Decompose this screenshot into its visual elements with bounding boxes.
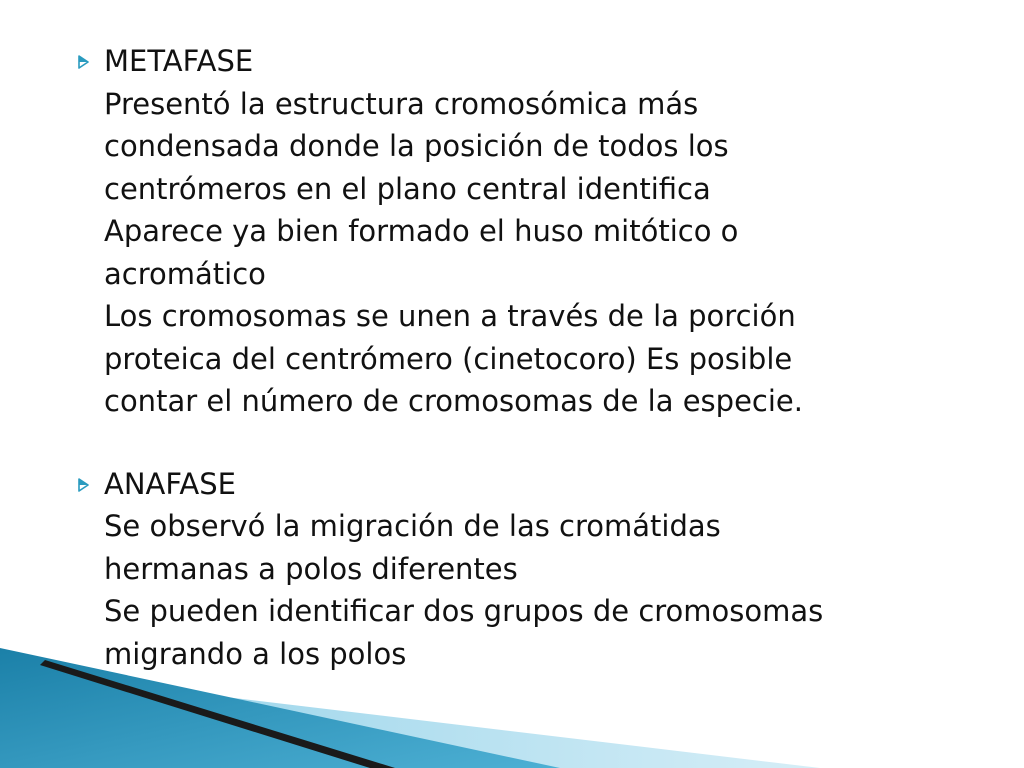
body-line: Los cromosomas se unen a través de la porción — [104, 299, 796, 333]
body-line: condensada donde la posición de todos los — [104, 129, 729, 163]
body-line: acromático — [104, 256, 266, 291]
slide-content — [78, 40, 998, 675]
body-line: proteica del centrómero (cinetocoro) Es posible — [104, 341, 793, 376]
section-anafase — [78, 463, 998, 676]
body-line: hermanas a polos diferentes — [104, 551, 518, 586]
body-line: migrando a los polos — [104, 636, 407, 671]
body-line: centrómeros en el plano central identifica — [104, 171, 711, 206]
section-heading: ANAFASE — [104, 466, 236, 501]
triangle-right-bullet-icon — [78, 55, 89, 69]
triangle-right-bullet-icon — [78, 478, 89, 492]
body-line: contar el número de cromosomas de la especie. — [104, 384, 803, 418]
body-line: Presentó la estructura cromosómica más — [104, 86, 699, 121]
body-line: Aparece ya bien formado el huso mitótico o — [104, 214, 739, 248]
body-line: Se observó la migración de las cromátidas — [104, 509, 721, 543]
section-heading: METAFASE — [104, 44, 254, 78]
body-line: Se pueden identificar dos grupos de cromosomas — [104, 594, 824, 628]
section-metafase — [78, 40, 998, 423]
